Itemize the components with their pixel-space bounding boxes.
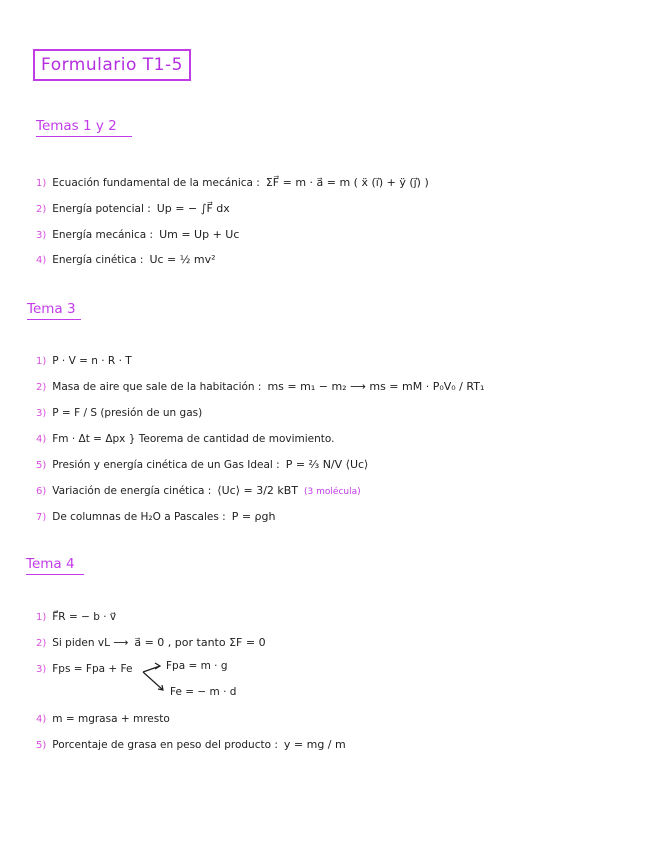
item-formula: Uc = ½ mv² [149,253,216,266]
item-formula: Up = − ∫F⃗ dx [156,202,230,215]
page-title: Formulario T1-5 [41,55,183,75]
item-label: Energía cinética : [52,254,144,266]
item-formula: P = ρgh [231,510,276,523]
item-number: 2) [36,638,47,649]
item-label: Si piden vL ⟶ [52,637,129,649]
item-number: 2) [36,382,47,393]
item-formula: ΣF⃗ = m · a⃗ = m ( ẍ (i⃗) + ÿ (j⃗) ) [265,176,429,189]
formula-t3-1 [36,354,132,369]
item-label: Porcentaje de grasa en peso del producto : [52,739,278,751]
item-number: 1) [36,356,47,367]
item-formula: ⟨Uc⟩ = 3/2 kBT [217,484,299,497]
item-number: 2) [36,204,47,215]
item-number: 4) [36,714,47,725]
item-formula: m = mgrasa + mresto [52,713,170,725]
item-formula: P = ⅔ N/V ⟨Uc⟩ [285,458,369,471]
item-number: 3) [36,230,47,241]
branch-formula-fe: Fe = − m · d [170,686,237,698]
item-label: Ecuación fundamental de la mecánica : [52,177,260,189]
item-formula: ms = m₁ − m₂ ⟶ ms = mM · P₀V₀ / RT₁ [267,380,485,393]
item-formula: F⃗R = − b · v⃗ [52,611,117,623]
section-underline [27,319,81,320]
item-number: 3) [36,664,47,675]
section-heading-tema-4: Tema 4 [26,556,75,572]
section-underline [26,574,84,575]
item-formula: Fm · Δt = Δpx } Teorema de cantidad de movimiento. [52,433,335,445]
formula-t4-4 [36,712,170,727]
item-number: 5) [36,460,47,471]
section-underline [36,136,132,137]
formula-t3-2 [36,380,484,395]
formula-t12-3 [36,228,239,243]
formula-t12-4 [36,253,216,268]
formula-t12-1 [36,176,429,191]
item-label: Energía mecánica : [52,229,154,241]
section-heading-temas-1-2: Temas 1 y 2 [36,118,117,134]
formula-t3-4 [36,432,334,447]
item-number: 3) [36,408,47,419]
item-formula: y = mg / m [283,738,346,751]
formula-t3-5 [36,458,368,473]
item-note: (3 molécula) [304,487,361,497]
formula-t3-7 [36,510,275,525]
item-formula: P = F / S (presión de un gas) [52,407,203,419]
formula-t4-2 [36,636,266,651]
item-number: 7) [36,512,47,523]
item-number: 6) [36,486,47,497]
formula-t3-6 [36,484,361,499]
formula-t3-3 [36,406,202,421]
item-label: Energía potencial : [52,203,151,215]
item-number: 1) [36,178,47,189]
item-number: 1) [36,612,47,623]
item-label: Masa de aire que sale de la habitación : [52,381,262,393]
item-number: 4) [36,434,47,445]
section-heading-tema-3: Tema 3 [27,301,76,317]
item-formula: Um = Up + Uc [159,228,240,241]
formula-t4-3 [36,662,132,677]
item-label: De columnas de H₂O a Pascales : [52,511,226,523]
item-number: 4) [36,255,47,266]
item-label: Variación de energía cinética : [52,485,212,497]
formula-t4-5 [36,738,346,753]
item-number: 5) [36,740,47,751]
item-formula: a⃗ = 0 , por tanto ΣF = 0 [134,636,266,649]
formula-t4-1 [36,610,116,625]
item-label: Presión y energía cinética de un Gas Ideal : [52,459,280,471]
item-formula: P · V = n · R · T [52,355,132,367]
title-box [33,49,191,81]
formula-t12-2 [36,202,230,217]
branch-formula-fpa: Fpa = m · g [166,660,228,672]
item-formula: Fps = Fpa + Fe [52,663,133,675]
